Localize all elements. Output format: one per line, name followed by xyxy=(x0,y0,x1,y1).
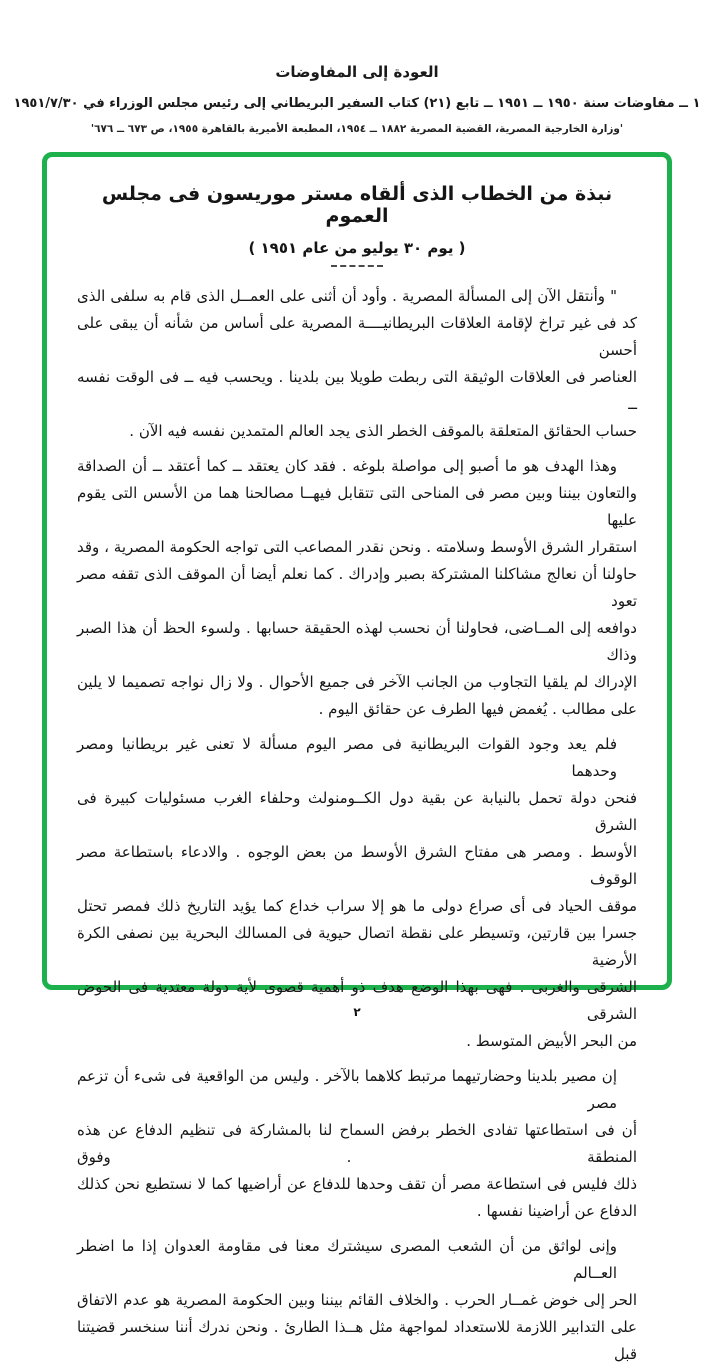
paragraph xyxy=(77,1233,637,1368)
paragraph xyxy=(77,1063,637,1225)
text-line: وهذا الهدف هو ما أصبو إلى مواصلة بلوغه . فقد كان يعتقد ــ كما أعتقد ــ أن الصداقة xyxy=(77,457,617,475)
text-line: ذلك فليس فى استطاعة مصر أن تقف وحدها للدفاع عن أراضيها كما لا نستطيع نحن كذلك xyxy=(77,1175,637,1193)
text-line: على مطالب . يُغمض فيها الطرف عن حقائق اليوم . xyxy=(318,700,637,718)
text-line: من البحر الأبيض المتوسط . xyxy=(466,1032,637,1050)
text-line: موقف الحياد فى أى صراع دولى ما هو إلا سراب خداع كما يؤيد التاريخ ذلك فمصر تحتل xyxy=(77,897,637,915)
text-line: إن مصير بلدينا وحضارتيهما مرتبط كلاهما بالآخر . وليس من الواقعية فى شىء أن تزعم مصر xyxy=(77,1067,617,1112)
document-body xyxy=(77,283,637,1368)
text-line: على التدابير اللازمة للاستعداد لمواجهة مثل هــذا الطارئ . ونحن ندرك أننا سنخسر قضيتنا قبل xyxy=(77,1318,637,1363)
document-subtitle: ( يوم ٣٠ يوليو من عام ١٩٥١ ) xyxy=(248,239,466,257)
source-reference-line: ١ ــ مفاوضات سنة ١٩٥٠ ــ ١٩٥١ ــ تابع (٢١) كتاب السفير البريطاني إلى رئيس مجلس الوزراء في ١٩٥١/٧/٣٠ xyxy=(13,96,701,111)
text-line: الحر إلى خوض غمــار الحرب . والخلاف القائم بيننا وبين الحكومة المصرية هو عدم الاتفاق xyxy=(77,1291,637,1309)
text-line: الإدراك لم يلقيا التجاوب من الجانب الآخر فى جميع الأحوال . ولا زال نواجه تصميما لا يلين xyxy=(77,673,637,691)
text-line: وإنى لواثق من أن الشعب المصرى سيشترك معنا فى مقاومة العدوان إذا ما اضطر العــالم xyxy=(77,1237,617,1282)
text-line: دوافعه إلى المــاضى، فحاولنا أن نحسب لهذه الحقيقة حسابها . ولسوء الحظ أن هذا الصبر وذاك xyxy=(77,619,637,664)
text-line: كد فى غير تراخ لإقامة العلاقات البريطانيــــة المصرية على أساس من شأنه أن يبقى على أحسن xyxy=(77,314,637,359)
page-number: ٢ xyxy=(353,1005,361,1019)
document-frame xyxy=(42,152,672,1363)
text-line: حاولنا أن نعالج مشاكلنا المشتركة بصبر وإدراك . كما نعلم أيضا أن الموقف الذى تقفه مصر تعود xyxy=(77,565,637,610)
text-line: " وأنتقل الآن إلى المسألة المصرية . وأود أن أثنى على العمــل الذى قام به سلفى الذى xyxy=(77,287,617,305)
title-divider xyxy=(331,265,383,267)
document-title: نبذة من الخطاب الذى ألقاه مستر موريسون فى مجلس العموم xyxy=(101,183,613,227)
text-line: والتعاون بيننا وبين مصر فى المناحى التى تتقابل فيهــا مصالحنا هما من الأسس التى يقوم عليها xyxy=(77,484,637,529)
text-line: الشرقى والغربى . فهى بهذا الوضع هدف ذو أهمية قصوى لأية دولة معتدية فى الحوض الشرقى xyxy=(77,978,637,1023)
paragraph xyxy=(77,283,637,445)
text-line: فلم يعد وجود القوات البريطانية فى مصر اليوم مسألة لا تعنى غير بريطانيا ومصر وحدهما xyxy=(77,735,617,780)
text-line: العناصر فى العلاقات الوثيقة التى ربطت طويلا بين بلدينا . ويحسب فيه ــ فى الوقت نفسه ــ xyxy=(77,368,637,413)
text-line: استقرار الشرق الأوسط وسلامته . ونحن نقدر المصاعب التى تواجه الحكومة المصرية ، وقد xyxy=(77,538,637,556)
text-line: الدفاع عن أراضينا نفسها . xyxy=(476,1202,637,1220)
text-line: فنحن دولة تحمل بالنيابة عن بقية دول الكــومنولث وحلفاء الغرب مسئوليات كبيرة فى الشرق xyxy=(77,789,637,834)
text-line: الأوسط . ومصر هى مفتاح الشرق الأوسط من بعض الوجوه . والادعاء باستطاعة مصر الوقوف xyxy=(77,843,637,888)
page-title: العودة إلى المفاوضات xyxy=(275,63,439,81)
text-line: جسرا بين قارتين، وتسيطر على نقطة اتصال حيوية فى المسالك البحرية بين نصفى الكرة الأرضية xyxy=(77,924,637,969)
text-line: حساب الحقائق المتعلقة بالموقف الخطر الذى يجد العالم المتمدين نفسه فيه الآن . xyxy=(129,422,637,440)
citation-line: 'وزارة الخارجية المصرية، القضية المصرية ١٨٨٢ ــ ١٩٥٤، المطبعة الأميرية بالقاهرة ١٩٥٥، ص ٦٧٣ ــ ٦٧٦' xyxy=(90,123,624,135)
paragraph xyxy=(77,453,637,723)
text-line: أن فى استطاعتها تفادى الخطر برفض السماح لنا بالمشاركة فى تنظيم الدفاع عن هذه المنطقة . وفوق xyxy=(77,1121,637,1166)
